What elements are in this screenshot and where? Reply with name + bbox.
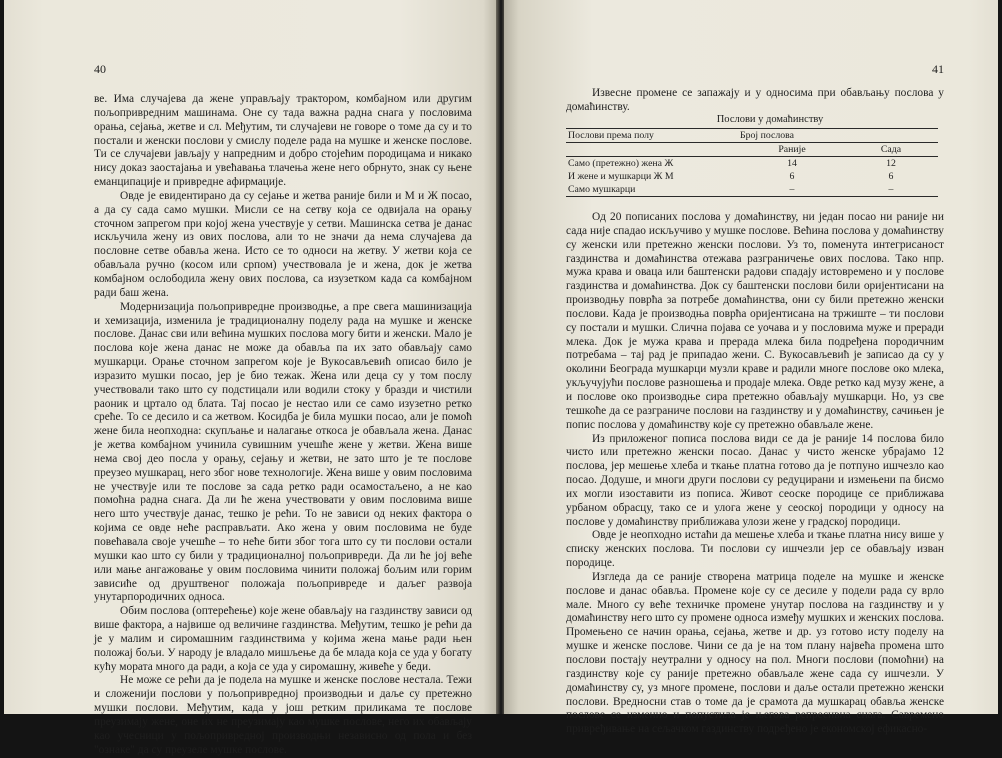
- column-header: Сада: [844, 143, 938, 157]
- page-number-right: 41: [932, 62, 944, 76]
- column-header: Послови према полу: [566, 129, 740, 143]
- paragraph: Од 20 пописаних послова у домаћинству, ни један посао ни раније ни сада није спадао искључиво у мушке послове. Већина послова у домаћинству су женски или претежно женски послови. Уз то, поменута интегрисаност газдинства и домаћинства отежава разграничење ових послова. Тако нпр. мужа крава и оваца или баштенски радови спадају истовремено и у послове газдинства и домаћинства. Док су баштенски послови били оријентисани на производњу поврћа за потребе домаћинства, они су били претежно женски послови. Када је производња поврћа оријентисана на тржиште – ти послови су постали и мушки. Слична појава се уочава и у пословима муже и преради млека. Док је мужа крава и прерада млека била подређена породичним потребама – тај рад је припадао жени. С. Вукосављевић је записао да су у околини Београда мушкарци музли краве и радили многе послове око млека, укључујући послове разношења и продаје млека. Овде ретко кад музу жене, а и послове око производње сира претежно обављају мушкарци. Но, уз све тешкоће да се разграниче послови на газдинству и у домаћинству, сачињен је попис послова у домаћинству које су претежно обављале жене.: [566, 211, 944, 431]
- paragraph: Модернизација пољопривредне производње, а пре свега машинизација и хемизација, изменила је традиционалну поделу рада на мушке и женске послове. Данас сви или већина мушких послова могу бити и женски. Мало је послова које жена данас не може да обавља па их зато обављају само мушкарци. Орање сточном запрегом које је Вукосављевић описао било је изразито мушки посао, јер је био тежак. Жена или деца су у том послу учествовали тако што су подстицали или водили стоку у бразди и чистили раоник и цртало од блата. Тај посао је нестао или се само изузетно ретко среће. То се десило и са жетвом. Косидба је била мушки посао, али је помоћ жене била неопходна: скупљање и налагање откоса је обављала жена. Данас је жетва комбајном учинила сувишним учешће жене у жетви. Жена више нема свој део посла у орању, сејању и жетви, не зато што је те послове преузео мушкарац, него због нове технологије. Жена више у овим пословима не учествује или те послове за сада ретко ради осамостаљено, а не као помоћна радна снага. Да ли ће жена учествовати у овим пословима више него што учествује данас, тешко је рећи. То не зависи од неких фактора о којима се овде неће расправљати. Ако жена у овим пословима не буде повећавала своје учешће – то неће бити због тога што су ти послови остали мушки као што су били у традиционалној пољопривреди. Да ли ће јој веће или мање ангажовање у овим пословима чинити положај бољим или горим зависиће од друштвеног положаја пољопривреде и даљег развоја унутарпородичних односа.: [94, 300, 472, 604]
- paragraph: Обим послова (оптерећење) које жене обављају на газдинству зависи од више фактора, а највише од величине газдинства. Међутим, тешко је рећи да је у малим и сиромашним газдинствима у којима жена мање ради њен положај бољи. У народу је владало мишљење да бе млада која се уда у богату кућу мората много да ради, а која се уда у сиромашну, живеће у беди.: [94, 605, 472, 673]
- right-page: [504, 0, 998, 736]
- paragraph: Извесне промене се запажају и у односима при обављању послова у домаћинству.: [566, 87, 944, 113]
- cell-before: 6: [789, 171, 795, 182]
- table-row: [566, 157, 938, 171]
- cell-before: 14: [787, 158, 797, 169]
- right-page-text: [566, 211, 944, 737]
- row-label: Само мушкарци: [566, 183, 740, 197]
- paragraph: Не може се рећи да је подела на мушке и женске послове нестала. Тежи и сложенији послови у пољопривредној производњи и даље су претежно мушки послови. Међутим, када у још ретким приликама те послове преузимају жене, оне их не преузимају као мушке послове, него их обављају као учесници у пољопривредној производњи независно од пола и без "ознаке" да су преузеле мушке послове.: [94, 674, 472, 756]
- paragraph: Овде је евидентирано да су сејање и жетва раније били и М и Ж посао, а да су сада само мушки. Мисли се на сетву која се одвијала на орању сточном запрегом при којој жена учествује у сетви. Машинска сетва је данас искључила жену из ових послова, али то не значи да нема случајева да пословне сетве обавља жена. Исто се то односи на жетву. У жетви која се обављала ручно (косом или српом) учествовала је и жена, док је жетва комбајном ослободила жену ових послова, са изузетком када са комбајном ради баш жена.: [94, 189, 472, 299]
- column-header: Број послова: [740, 129, 938, 143]
- cell-now: 12: [886, 158, 896, 169]
- row-label: Само (претежно) жена Ж: [568, 158, 674, 169]
- paragraph: Овде је неопходно истаћи да мешење хлеба и ткање платна нису више у спиcку женских послова. Ти послови су ишчезли јер се обављају изван породице.: [566, 529, 944, 570]
- table-title: Послови у домаћинству: [716, 114, 824, 125]
- paragraph: Изгледа да се раније створена матрица поделе на мушке и женске послове и данас обавља. Промене које су се десиле у подели рада су врло мале. Много су веће техничке промене унутар послова на газдинству и у домаћинству него што су промене односа између мушких и женских послова. Промењено се начин орања, сејања, жетве и др. уз готово исту поделу на мушке и женске послове. Чини се да је на том плану највећа промена што послови постају неутрални у односу на пол. Многи послови (помоћни) на газдинству које су раније претежно обављале жене сада су ишчезли. У домаћинству су, уз многе промене, послови и даље остали претежно женски послови. Вредносни став о томе да је срамота да мушкарац обавља женске послове се изменио и попустила је његова репресивна снага. Савремено привређивање на сељачком газдинству подређено је економској ефикасно-: [566, 570, 944, 736]
- household-tasks-table: [566, 113, 944, 197]
- row-label: И жене и мушкарци Ж М: [568, 171, 674, 182]
- column-header: Раније: [740, 143, 844, 157]
- left-page-text: [94, 93, 472, 758]
- cell-before: –: [740, 183, 844, 197]
- table-row: [566, 183, 938, 197]
- table-header-row: [566, 129, 938, 143]
- table-subheader-row: [566, 143, 938, 157]
- cell-now: –: [844, 183, 938, 197]
- table: [566, 128, 938, 197]
- paragraph: Из приложеног пописа послова види се да је раније 14 послова било чисто или претежно женски посао. Данас у чисто женске убрајамо 12 послова, јер мешење хлеба и ткање платна готово да је потпуно ишчезло као посао. Додуше, и многи други послови су редуцирани и измењени па бисмо их могли изоставити из пописа. Живот сеоске породице се приближава урбаном обрасцу, тако се и улога жене у сеоској породици у односу на послове у домаћинству приближава улози жене у градској породици.: [566, 432, 944, 528]
- cell-now: 6: [888, 171, 894, 182]
- left-page: [4, 0, 498, 756]
- intro-text: [566, 87, 944, 115]
- page-number-left: 40: [94, 62, 106, 76]
- table-row: [566, 170, 938, 183]
- paragraph: ве. Има случајева да жене управљају трактором, комбајном или другим пољопривредним машинама. Оне су тада важна радна снага у пословима орања, сејања, жетве и сл. Међутим, ти случајеви не говоре о томе да су и то постали и женски послови у смислу поделе рада на мушке и женске послове. Ти се случајеви јављају у напредним и добро стојећим породицама и никако нису доказ заостајања и увећавања тлачења жене него обрнуто, знак су њене еманципације и привредне афирмације.: [94, 93, 472, 189]
